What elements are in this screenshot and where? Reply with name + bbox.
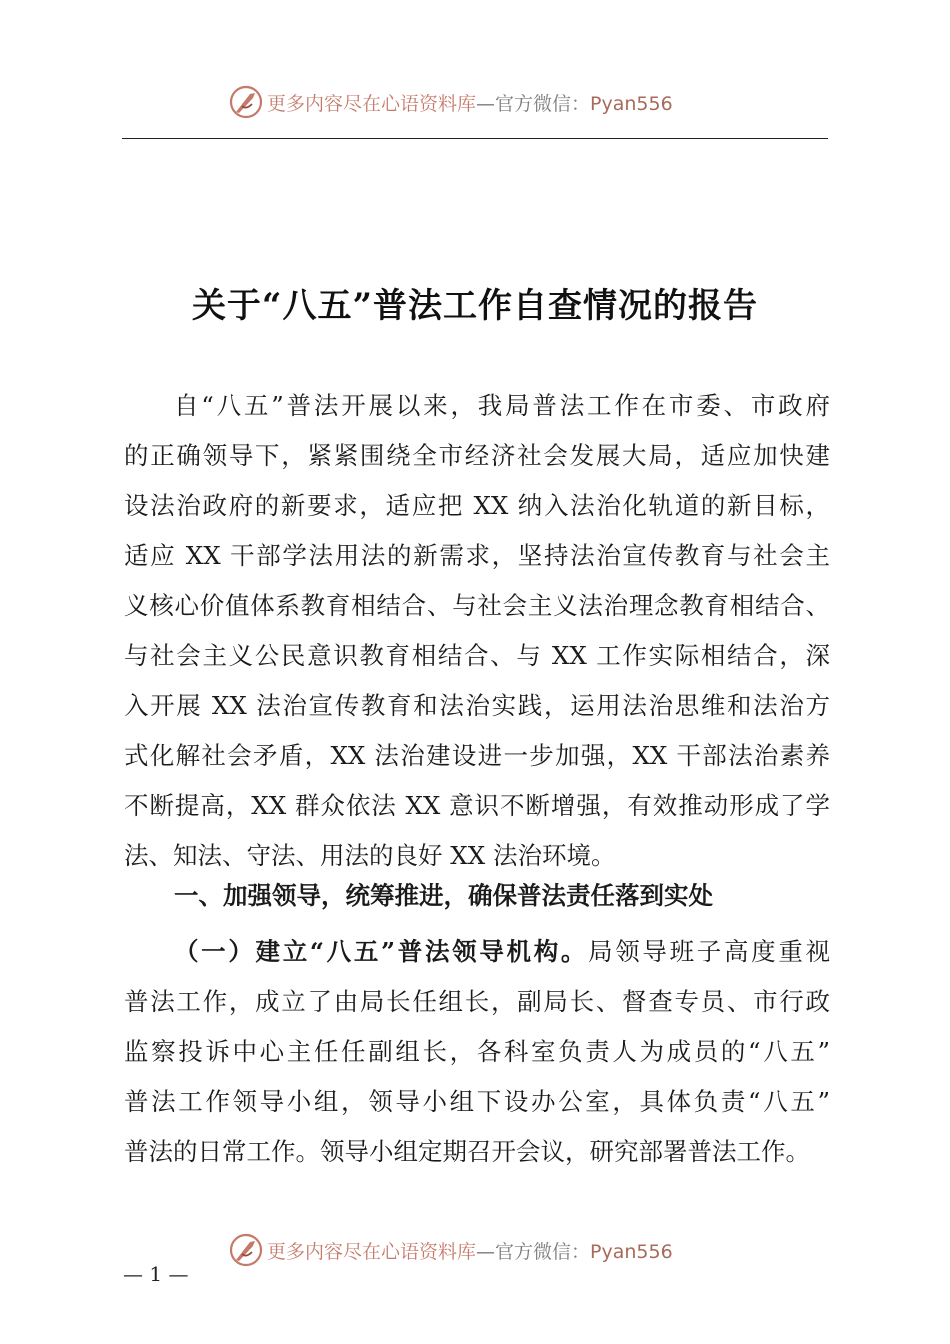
subsection-1-first-text: 局领导班子高度重视 <box>588 937 830 966</box>
paragraph-line: 义核心价值体系教育相结合、与社会主义法治理念教育相结合、 <box>124 591 830 620</box>
watermark-official: 官方微信： <box>495 93 591 115</box>
section-heading-1: 一、加强领导，统筹推进，确保普法责任落到实处 <box>174 881 713 910</box>
watermark-dash: — <box>476 1241 496 1263</box>
watermark-dash: — <box>476 93 496 115</box>
header-rule <box>122 138 828 139</box>
paragraph-line: 不断提高，XX 群众依法 XX 意识不断增强，有效推动形成了学 <box>124 791 830 820</box>
watermark-main: 更多内容尽在心语资料库 <box>267 93 477 115</box>
paragraph-line: 法、知法、守法、用法的良好 XX 法治环境。 <box>124 841 616 870</box>
intro-paragraph <box>124 381 830 881</box>
paragraph-line: 设法治政府的新要求，适应把 XX 纳入法治化轨道的新目标， <box>124 491 830 520</box>
paragraph-line: 普法工作领导小组，领导小组下设办公室，具体负责“八五” <box>124 1087 830 1116</box>
pen-quill-logo-icon <box>228 84 264 120</box>
pen-quill-logo-icon <box>228 1232 264 1268</box>
subsection-1-paragraph <box>124 927 830 1177</box>
paragraph-line: 式化解社会矛盾，XX 法治建设进一步加强，XX 干部法治素养 <box>124 741 830 770</box>
document-title: 关于“八五”普法工作自查情况的报告 <box>191 286 759 326</box>
watermark-main: 更多内容尽在心语资料库 <box>267 1241 477 1263</box>
watermark-header <box>0 82 950 122</box>
paragraph-line: 适应 XX 干部学法用法的新需求，坚持法治宣传教育与社会主 <box>124 541 830 570</box>
paragraph-line: 普法工作，成立了由局长任组长，副局长、督查专员、市行政 <box>124 987 830 1016</box>
watermark-id: Pyan556 <box>590 1241 673 1263</box>
watermark-official: 官方微信： <box>495 1241 591 1263</box>
watermark-text <box>267 1237 673 1264</box>
paragraph-line: 的正确领导下，紧紧围绕全市经济社会发展大局，适应加快建 <box>124 441 830 470</box>
paragraph-line: 入开展 XX 法治宣传教育和法治实践，运用法治思维和法治方 <box>124 691 830 720</box>
paragraph-line: 自“八五”普法开展以来，我局普法工作在市委、市政府 <box>174 391 830 420</box>
subsection-1-lead: （一）建立“八五”普法领导机构。 <box>174 937 589 966</box>
watermark-text <box>267 89 673 116</box>
watermark-id: Pyan556 <box>590 93 673 115</box>
paragraph-line: 与社会主义公民意识教育相结合、与 XX 工作实际相结合，深 <box>124 641 830 670</box>
paragraph-line <box>124 927 830 977</box>
paragraph-line: 监察投诉中心主任任副组长，各科室负责人为成员的“八五” <box>124 1037 830 1066</box>
page-number: — 1 — <box>123 1262 189 1286</box>
paragraph-line: 普法的日常工作。领导小组定期召开会议，研究部署普法工作。 <box>124 1137 810 1166</box>
